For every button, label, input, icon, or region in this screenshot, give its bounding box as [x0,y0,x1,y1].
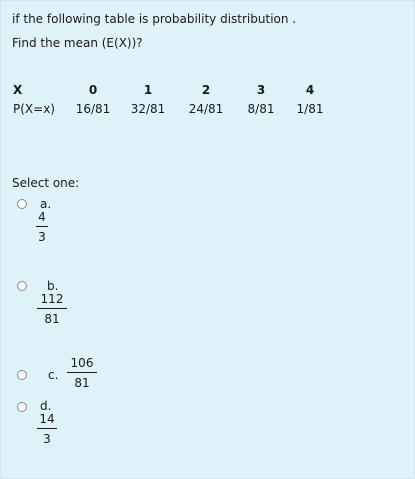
option-c-radio[interactable] [17,370,27,380]
table-cell-p4: 1/81 [296,102,324,116]
option-b-letter: b. [47,279,59,293]
option-b-radio[interactable] [17,281,27,291]
table-cell-p0: 16/81 [75,102,111,116]
option-d-denominator: 3 [43,432,51,446]
option-c-fraction [67,356,97,390]
table-header-3: 3 [256,83,266,97]
option-d-fraction [37,412,57,446]
table-header-x: X [13,83,23,97]
table-header-4: 4 [305,83,315,97]
option-d-numerator: 14 [39,412,55,426]
fraction-bar [37,428,57,429]
fraction-bar [67,372,97,373]
question-text-line1: if the following table is probability distribution . [12,12,297,26]
table-cell-p1: 32/81 [130,102,166,116]
option-b-denominator: 81 [44,312,60,326]
table-row-label: P(X=x) [13,102,55,116]
table-header-2: 2 [201,83,211,97]
option-a-fraction [36,210,48,244]
table-header-0: 0 [88,83,98,97]
option-b-numerator: 112 [40,292,64,306]
option-a-radio[interactable] [17,199,27,209]
table-cell-p3: 8/81 [247,102,275,116]
fraction-bar [36,226,48,227]
option-a-numerator: 4 [38,210,46,224]
table-header-1: 1 [143,83,153,97]
option-d-radio[interactable] [17,402,27,412]
option-a-denominator: 3 [38,230,46,244]
table-cell-p2: 24/81 [188,102,224,116]
option-d-letter: d. [40,399,52,413]
option-c-letter: c. [48,368,59,382]
fraction-bar [37,308,67,309]
question-text-line2: Find the mean (E(X))? [12,36,143,50]
option-a-letter: a. [40,197,52,211]
option-b-fraction [37,292,67,326]
select-one-label: Select one: [12,176,80,190]
option-c-denominator: 81 [74,376,90,390]
option-c-numerator: 106 [70,356,94,370]
